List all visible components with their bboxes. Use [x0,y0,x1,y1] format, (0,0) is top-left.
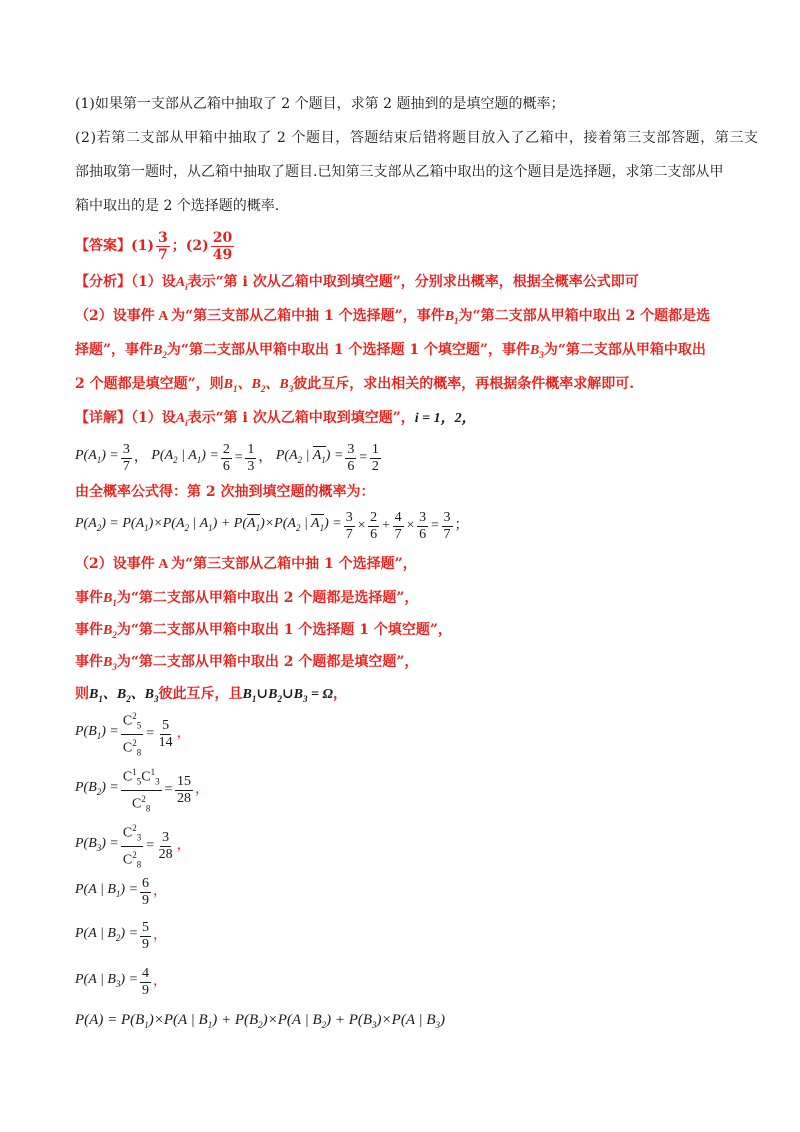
frac-2: $\frac{2}{6}$ [370,509,378,542]
math-Ai: $A_i$ [175,275,188,292]
part2-event-B1 [75,588,732,613]
math-A: A [154,557,172,572]
analysis-text: 为“第二支部从甲箱中取出 [543,342,706,358]
detail-text: 为“第二支部从甲箱中取出 1 个选择题 1 个填空题”， [116,622,452,638]
part2-mutex: 则$B_1$、$B_2$、$B_3$彼此互斥，且$B_1\cup B_2\cup B_3 = \Omega$， [75,686,347,704]
detail-text: （1）设 [131,410,176,426]
frac-pA1: $\frac{3}{7}$ [122,441,130,474]
math-Ai: $A_i$ [175,411,188,428]
answer-2-fraction [211,230,234,263]
math-B-list: $B_1$、$B_2$、$B_3$ [89,687,159,704]
analysis-text: 2 个题都是填空题”，则 [75,376,224,392]
math-B-list: $B_1$、$B_2$、$B_3$ [223,377,294,394]
answer-part1-label: (1) [131,238,154,254]
frac-pB3: $\frac{3}{28}$ [158,829,173,862]
analysis-text: （1）设 [131,274,176,290]
detail-text: 则 [75,686,89,702]
detail-line-1 [75,408,732,433]
analysis-label: 【分析】 [75,274,131,290]
answer-separator: ；(2) [171,238,209,254]
analysis-text: 彼此互斥，求出相关的概率，再根据条件概率求解即可. [293,376,635,392]
analysis-text: 择题”，事件 [75,342,154,358]
formula-pAgB2: P(A | $B_2$) = $\frac{5}{9}$ ， [75,919,168,952]
frac-result: $\frac{3}{7}$ [443,509,451,542]
detail-text: 事件 [75,654,103,670]
analysis-line-3 [75,340,732,365]
question-2-line-2: 部抽取第一题时，从乙箱中抽取了题目.已知第三支部从乙箱中取出的这个题目是选择题，求第二支部从甲 [75,164,724,180]
detail-text: 事件 [75,590,103,606]
question-1: (1)如果第一支部从乙箱中抽取了 2 个题目，求第 2 题抽到的是填空题的概率； [75,96,565,112]
detail-index-values: i = 1，2， [414,411,476,426]
answer-1-fraction [156,230,170,263]
analysis-text: 为“第二支部从甲箱中取出 2 个题都是选 [458,308,711,324]
math-B1: $B_1$ [103,591,117,608]
frac-pA2gA1bar-b: $\frac{1}{2}$ [371,441,379,474]
math-B2: $B_2$ [103,623,117,640]
detail-label: 【详解】 [75,410,131,426]
detail-text: 为“第三支部从乙箱中抽 1 个选择题”， [171,556,417,572]
detail-text: 为“第二支部从甲箱中取出 2 个题都是选择题”， [116,590,419,606]
math-B2: $B_2$ [153,343,167,360]
question-2-line-1: (2)若第二支部从甲箱中抽取了 2 个题目，答题结束后错将题目放入了乙箱中，接着第三支部答题，第三支 [75,130,759,146]
math-B3: $B_3$ [103,655,117,672]
detail-text: 事件 [75,622,103,638]
answer-1-denominator: 7 [158,246,168,263]
frac-pAgB1: $\frac{6}{9}$ [142,875,150,908]
formula-pAgB1: P(A | $B_1$) = $\frac{6}{9}$ ， [75,875,168,908]
question-2-line-3: 箱中取出的是 2 个选择题的概率. [75,198,280,214]
formula-pB3: $P(B_3)$ = $\frac{C^2_3}{C^2_8}$ = $\frac{3}{28}$ ， [75,824,732,868]
math-A: A [154,309,172,324]
analysis-line-2 [75,306,732,331]
formula-pAgB3: P(A | $B_3$) = $\frac{4}{9}$ ， [75,965,168,998]
formula-pB2: $P(B_2)$ = $\frac{C^1_5C^1_3}{C^2_8}$ = $\frac{15}{28}$ ， [75,768,732,812]
analysis-text: 为“第三支部从乙箱中抽 1 个选择题”，事件 [171,308,445,324]
frac-pB1: $\frac{5}{14}$ [158,717,173,750]
math-B3: $B_3$ [530,343,544,360]
total-prob-intro: 由全概率公式得：第 2 次抽到填空题的概率为： [75,484,375,500]
detail-text: 为“第二支部从甲箱中取出 2 个题都是填空题”， [116,654,419,670]
detail-text: 表示“第 i 次从乙箱中取到填空题”， [187,410,415,426]
analysis-line-1 [75,272,732,297]
answer-label: 【答案】 [75,238,131,254]
analysis-text: 表示“第 i 次从乙箱中取到填空题”，分别求出概率，根据全概率公式即可 [187,274,639,290]
frac-pA2gA1-b: $\frac{1}{3}$ [247,441,255,474]
frac-pAgB2: $\frac{5}{9}$ [142,919,150,952]
answer-2-numerator: 20 [212,229,233,246]
formula-total-probability: $P(A_2) = P(A_1)\times P(A_2$ | $A_1) + P(A_1)\times P(A_2$ | $A_1$) = $\frac{3}{7}$ × $\frac{2}{6}$ + $\frac{4}{7}$ × $\frac{3}{6}$ = $\frac{3}{7}$ ； [75,509,469,542]
math-B1: $B_1$ [444,309,459,326]
analysis-text: 为“第二支部从甲箱中取出 1 个选择题 1 个填空题”，事件 [166,342,530,358]
frac-pAgB3: $\frac{4}{9}$ [142,965,150,998]
part2-event-B2 [75,620,732,645]
detail-text: （2）设事件 [75,556,155,572]
answer-2-denominator: 49 [212,246,233,263]
frac-3: $\frac{4}{7}$ [394,509,402,542]
formula-conditional-probs: $P(A_1)$ = $\frac{3}{7}$ ， $P(A_2$ | $A_1$) = $\frac{2}{6}$ = $\frac{1}{3}$ ， $P(A_2$ | $A_1$) = $\frac{3}{6}$ = $\frac{1}{2}$ [75,441,379,474]
analysis-text: （2）设事件 [75,308,155,324]
detail-text: 彼此互斥，且 [158,686,243,702]
frac-4: $\frac{3}{6}$ [419,509,427,542]
formula-pB1: $P(B_1)$ = $\frac{C^2_5}{C^2_8}$ = $\frac{5}{14}$ ， [75,712,732,756]
formula-pA-total: $P(A) = P(B_1)\times P(A$ | $B_1) + P(B_2)\times P(A$ | $B_2) + P(B_3)\times P(A$ | $B_3$) [75,1012,445,1030]
answer-line [75,226,732,266]
frac-pB2: $\frac{15}{28}$ [177,773,192,806]
analysis-line-4 [75,374,732,399]
answer-1-numerator: 3 [158,229,168,246]
frac-pA2gA1-a: $\frac{2}{6}$ [222,441,230,474]
part2-event-A [75,554,732,575]
math-union-omega: $B_1\cup B_2\cup B_3 = \Omega$ [242,687,333,704]
part2-event-B3 [75,652,732,677]
frac-pA2gA1bar-a: $\frac{3}{6}$ [347,441,355,474]
frac-1: $\frac{3}{7}$ [345,509,353,542]
